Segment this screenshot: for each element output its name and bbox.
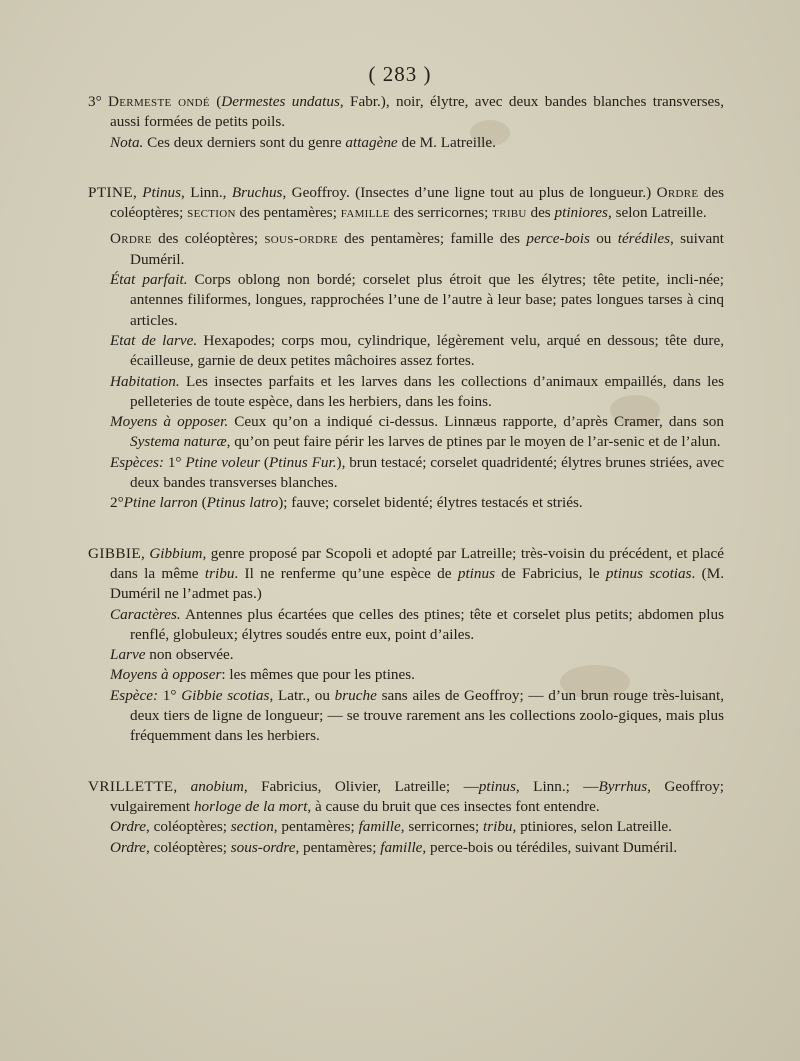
text-run: famille [380,838,423,856]
note-paragraph [88,133,724,153]
ptine-habitat [88,372,724,413]
text-run: Espèce: [110,686,159,704]
text-run: , Latr., ou [269,686,335,704]
text-run: Dermestes undatus [221,93,340,110]
text-run: section [187,204,236,222]
text-run: des coléoptères; [151,230,265,248]
text-run: sans ailes de Geoffroy; — d’un brun rouge très-luisant, deux tiers de ligne de longueur; — se trouve rarement ans les collections zoolo-giques, mais plus fréquemment dans les herbiers. [130,686,725,745]
text-run: ( [197,494,207,512]
text-run: Moyens à opposer [110,666,222,684]
text-run: Ordre [110,818,146,836]
text-run: attagène [345,133,398,151]
text-run: ptinus [478,777,516,795]
text-run: famille [340,204,390,222]
gibbie-characters [88,605,724,646]
text-run: , qu’on peut faire périr les larves de ptines par le moyen de l’ar-senic et de l’alun. [226,433,721,451]
text-run: non observée. [145,646,234,664]
text-run: 3° [88,93,109,110]
text-run: GIBBIE [88,544,142,562]
vrillette-classification-latreille [88,817,724,837]
text-run: Ordre [110,838,146,856]
text-run: , Fabr.), noir, élytre, avec deux bandes blanches transverses, aussi formées de petits poils. [110,93,724,131]
text-run: de Fabricius, le [494,564,606,582]
text-run: ou [589,230,618,248]
text-run: Systema naturæ [130,433,227,451]
text-run: PTINE [88,183,134,201]
text-run: Ces deux derniers sont du genre [143,133,346,151]
text-run: sous-ordre [264,230,338,248]
text-run: Antennes plus écartées que celles des ptines; tête et corselet plus petits; abdomen plus renflé, globuleux; élytres soudés entre eux, point d’ailes. [130,605,724,643]
text-run: , Linn., [181,183,232,201]
ptine-countermeasures [88,412,724,453]
text-run: des serricornes; [389,204,493,222]
text-run: anobium [190,777,244,795]
text-run: des [526,204,555,222]
text-run: Etat de larve. [110,331,198,349]
text-run: Ordre [656,183,699,201]
text-run: Moyens à opposer. [110,413,229,431]
text-run: Larve [110,646,146,664]
text-run: tribu [204,564,235,582]
text-run: des pentamères; famille des [337,230,527,248]
text-run: Ptine larron [123,494,198,512]
text-run: Ceux qu’on a indiqué ci-dessus. Linnæus rapporte, d’après Cramer, dans son [228,413,724,431]
text-run: perce-bois [526,230,590,248]
text-run: , [133,183,143,201]
text-run: , à cause du bruit que ces insectes font entendre. [307,797,600,815]
text-run: Ptinus [142,183,182,201]
text-run: famille [358,818,401,836]
text-run: , genre proposé par Scopoli et adopté par Latreille; très-voisin du précédent, et placé dans la même [110,544,724,582]
page-number: ( 283 ) [368,62,432,86]
ptine-classification [88,229,724,270]
gibbie-countermeasures [88,665,724,685]
text-run: Habitation. [110,372,180,390]
text-run: , Geoffroy. (Insectes d’une ligne tout au plus de longueur.) [282,183,657,201]
text-run: , ptiniores, selon Latreille. [512,818,672,836]
text-run: Dermeste ondé [108,93,210,110]
text-run: Hexapodes; corps mou, cylindrique, légèrement velu, arqué en dessous; tête dure, écailleuse, garnie de deux petites mâchoires assez fortes. [130,331,724,370]
text-run: 2° [110,494,124,512]
text-run: . (M. Duméril ne l’admet pas.) [110,564,724,603]
text-run: . Il ne renferme qu’une espèce de [234,564,458,582]
text-run: des coléoptères; [110,183,725,222]
text-run: Ptinus Fur. [268,453,337,471]
text-run: , Linn.; — [515,777,599,795]
text-run: ptinus scotias [605,564,692,582]
text-run: des pentamères; [235,204,341,222]
text-run: Les insectes parfaits et les larves dans les collections d’animaux empaillés, dans les pelleteries de toute espèce, dans les herbiers, dans les foins. [130,372,724,410]
text-run: 1° [163,453,186,471]
text-run: Gibbie scotias [181,686,270,704]
text-run: ( [209,93,222,110]
text-run: ptiniores [554,204,608,222]
text-run: État parfait. [110,271,188,289]
text-run: , [173,777,191,795]
text-run: horloge de la mort [193,797,308,815]
text-run: ptinus [457,564,495,582]
text-run: , Fabricius, Olivier, Latreille; — [243,777,479,795]
text-run: Byrrhus [598,777,648,795]
text-run: tribu [482,818,513,836]
text-run: Nota. [110,133,144,151]
text-run: , coléoptères; [146,838,231,856]
text-run: , pentamères; [273,818,359,836]
text-run: Ptinus latro [206,494,279,512]
text-run: : les mêmes que pour les ptines. [221,666,415,684]
gibbie-larva [88,645,724,665]
text-run: , [141,544,150,562]
text-run: Corps oblong non bordé; corselet plus étroit que les élytres; tête petite, incli-née; antennes filiformes, longues, rapprochées l’une de l’autre à leur base; pates longues tarses à cinq articles. [130,271,724,329]
ptine-species-1 [88,453,724,494]
text-run: 1° [158,686,182,704]
text-run: bruche [334,686,377,704]
ptine-species-2 [88,493,724,513]
text-run: Espèces: [110,453,164,471]
text-run: Caractères. [110,605,181,623]
text-run: ), brun testacé; corselet quadridenté; élytres brunes striées, avec deux bandes transverses blanches. [130,453,724,492]
ptine-adult-state [88,270,724,331]
text-run: section [230,818,274,836]
text-run: , Geoffroy; vulgairement [110,777,725,815]
text-run: , perce-bois ou térédiles, suivant Duméril. [422,838,678,856]
text-run: Ptine voleur [185,453,261,471]
text-run: de M. Latreille. [397,133,496,151]
ptine-larva-state [88,331,724,372]
text-run: , coléoptères; [146,818,231,836]
text-run: sous-ordre [230,838,296,856]
text-run: térédiles [617,230,671,248]
entry-ptine-heading [88,183,724,224]
text-run: , suivant Duméril. [130,230,725,268]
text-run: Bruchus [231,183,283,201]
text-run: ( [260,453,269,471]
text-run: VRILLETTE [88,777,174,795]
text-run: tribu [492,204,527,222]
text-run: , selon Latreille. [607,204,707,222]
text-run: Gibbium [149,544,203,562]
page-text [88,92,724,858]
entry-vrillette-heading [88,777,724,818]
entry-gibbie-heading [88,544,724,605]
text-run: ); fauve; corselet bidenté; élytres testacés et striés. [278,494,583,512]
text-run: , serricornes; [400,818,483,836]
text-run: Ordre [110,230,152,248]
entry-dermeste-onde [88,92,724,133]
gibbie-species [88,686,724,747]
vrillette-classification-dumeril [88,838,724,858]
text-run: , pentamères; [295,838,381,856]
